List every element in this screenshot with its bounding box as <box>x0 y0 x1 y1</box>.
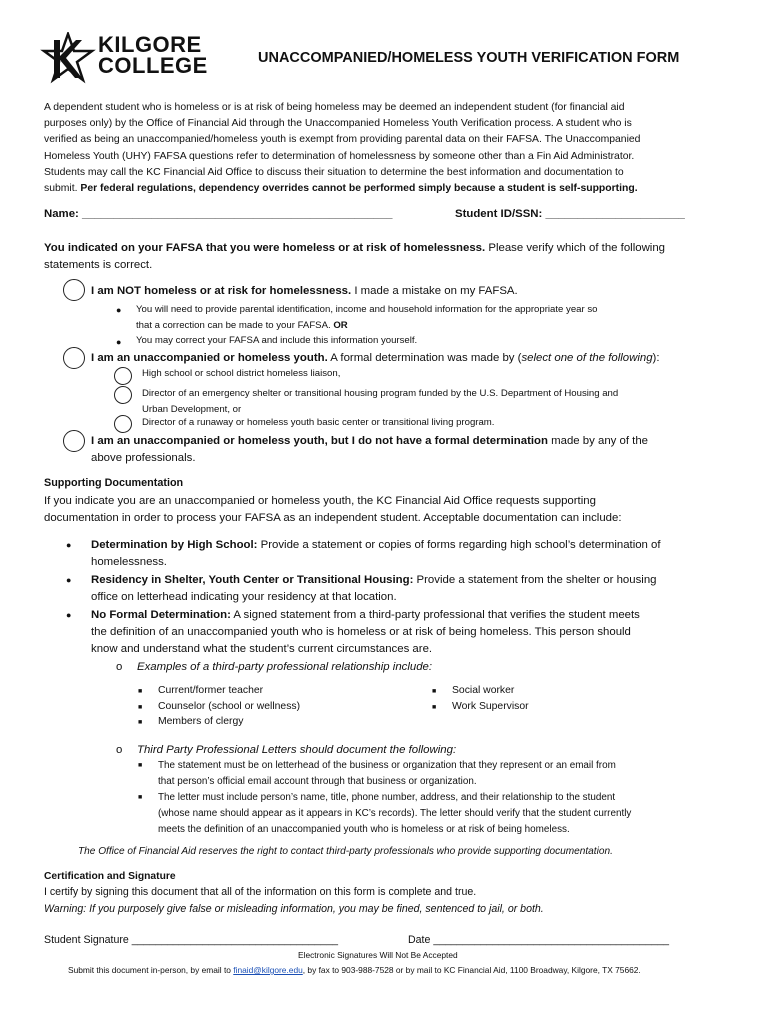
determination-liaison-radio[interactable] <box>114 367 132 385</box>
logo-line-1: KILGORE <box>98 32 202 57</box>
logo-line-2: COLLEGE <box>98 53 208 78</box>
square-bullet: ■ <box>138 719 143 726</box>
square-bullet: ■ <box>138 762 143 769</box>
intro-line: submit. Per federal regulations, dependency overrides cannot be performed simply because a student is self-supporting. <box>44 183 638 195</box>
name-blank[interactable]: _________________________________________________ <box>82 208 393 220</box>
sub-bullet-marker: o <box>116 744 123 756</box>
certification-warning: Warning: If you purposely give false or misleading information, you may be fined, sentenced to jail, or both. <box>44 903 544 915</box>
intro-line: Homeless Youth (UHY) FAFSA questions refer to determination of homelessness by someone other than a Fin Aid Administrator. <box>44 150 635 162</box>
intro-line: A dependent student who is homeless or is at risk of being homeless may be deemed an independent student (for financial aid <box>44 102 625 113</box>
supporting-intro: If you indicate you are an unaccompanied or homeless youth, the KC Financial Aid Office requests supporting documentation in order to process your FAFSA as an independent student. Acceptable documentation can include: <box>44 495 622 524</box>
letter-requirement-letterhead: The statement must be on letterhead of the business or organization that they represent or an email from that person’s official email account through that business or organization. <box>158 760 616 787</box>
bullet: ● <box>66 540 72 550</box>
date-blank[interactable]: ________________________________________ <box>433 934 670 946</box>
letters-heading: Third Party Professional Letters should document the following: <box>137 744 457 756</box>
intro-line: purposes only) by the Office of Financial Aid through the Unaccompanied Homeless Youth Verification process. A student who is <box>44 118 632 130</box>
option-homeless-determination-label: I am an unaccompanied or homeless youth. A formal determination was made by (select one of the following): <box>91 352 660 364</box>
doc-shelter-residency: Residency in Shelter, Youth Center or Transitional Housing: Provide a statement from the shelter or housing office on letterhead indicating your residency at that location. <box>91 574 657 603</box>
example-item: Work Supervisor <box>452 701 529 712</box>
determination-runaway-director-radio[interactable] <box>114 415 132 433</box>
sub-bullet-marker: o <box>116 661 123 673</box>
electronic-signature-notice: Electronic Signatures Will Not Be Accepted <box>298 950 458 960</box>
kilgore-college-logo <box>40 32 208 84</box>
option1-note-1: You will need to provide parental identification, income and household information for the appropriate year so that a correction can be made to your FAFSA. OR <box>136 304 598 331</box>
example-item: Counselor (school or wellness) <box>158 701 301 712</box>
determination-liaison-label: High school or school district homeless liaison, <box>142 368 341 379</box>
square-bullet: ■ <box>138 688 143 695</box>
doc-no-formal-determination: No Formal Determination: A signed statement from a third-party professional that verifies the student meets the definition of an unaccompanied youth who is homeless or at risk of being homeless. This person should know and understand what the student’s current circumstances are. <box>91 609 640 655</box>
form-title: UNACCOMPANIED/HOMELESS YOUTH VERIFICATION FORM <box>258 50 680 66</box>
certification-heading: Certification and Signature <box>44 871 176 882</box>
square-bullet: ■ <box>138 794 143 801</box>
examples-heading: Examples of a third-party professional relationship include: <box>137 661 433 673</box>
bullet: ● <box>116 337 122 347</box>
determination-shelter-director-label: Director of an emergency shelter or transitional housing program funded by the U.S. Department of Housing and Urban Development, or <box>142 388 619 415</box>
option1-note-2: You may correct your FAFSA and include this information yourself. <box>136 335 418 346</box>
fafsa-question: You indicated on your FAFSA that you were homeless or at risk of homelessness. Please verify which of the following statements is correct. <box>44 242 665 271</box>
signature-blank[interactable]: ___________________________________ <box>131 934 338 946</box>
determination-shelter-director-radio[interactable] <box>114 386 132 404</box>
student-id-label: Student ID/SSN: <box>455 208 543 220</box>
doc-high-school: Determination by High School: Provide a statement or copies of forms regarding high school’s determination of homelessness. <box>91 539 661 568</box>
option-not-homeless-radio[interactable] <box>63 279 85 301</box>
square-bullet: ■ <box>138 704 143 711</box>
name-field[interactable] <box>44 206 392 223</box>
logo-wordmark <box>98 34 208 76</box>
certification-statement: I certify by signing this document that all of the information on this form is complete and true. <box>44 886 477 898</box>
date-field[interactable] <box>408 934 669 946</box>
student-id-field[interactable] <box>455 206 685 223</box>
letter-requirement-details: The letter must include person’s name, title, phone number, address, and their relationship to the student (whose name should appear as it appears in KC’s records). The letter should verify that the student currently meets the definition of an unaccompanied youth who is homeless or at risk of being homeless. <box>158 792 632 835</box>
example-item: Members of clergy <box>158 716 244 727</box>
date-label: Date <box>408 934 431 946</box>
kc-star-emblem-icon <box>40 32 96 84</box>
name-label: Name: <box>44 208 79 220</box>
square-bullet: ■ <box>432 704 437 711</box>
student-id-blank[interactable]: ______________________ <box>545 208 685 220</box>
intro-line: Students may call the KC Financial Aid Office to discuss their situation to determine the best information and documentation to <box>44 166 624 178</box>
submission-instructions: Submit this document in-person, by email to finaid@kilgore.edu, by fax to 903-988-7528 or by mail to KC Financial Aid, 1100 Broadway, Kilgore, TX 75662. <box>68 965 641 975</box>
finaid-email-link[interactable]: finaid@kilgore.edu <box>233 965 303 975</box>
option-not-homeless-label: I am NOT homeless or at risk for homelessness. I made a mistake on my FAFSA. <box>91 285 518 297</box>
square-bullet: ■ <box>432 688 437 695</box>
bullet: ● <box>66 575 72 585</box>
signature-label: Student Signature <box>44 934 129 946</box>
determination-runaway-director-label: Director of a runaway or homeless youth basic center or transitional living program. <box>142 417 495 428</box>
example-item: Current/former teacher <box>158 685 264 696</box>
bullet: ● <box>116 305 122 315</box>
signature-field[interactable] <box>44 934 338 946</box>
intro-paragraph <box>44 100 734 197</box>
intro-line: verified as being an unaccompanied/homeless youth is exempt from providing parental data on their FAFSA. The Unaccompanied <box>44 134 641 146</box>
example-item: Social worker <box>452 685 515 696</box>
dependency-override-notice: Per federal regulations, dependency overrides cannot be performed simply because a student is self-supporting. <box>80 183 638 195</box>
reserve-right-notice: The Office of Financial Aid reserves the right to contact third-party professionals who provide supporting documentation. <box>78 846 613 857</box>
option-homeless-determination-radio[interactable] <box>63 347 85 369</box>
option-no-formal-determination-radio[interactable] <box>63 430 85 452</box>
supporting-heading: Supporting Documentation <box>44 477 184 489</box>
option-no-formal-determination-label: I am an unaccompanied or homeless youth, but I do not have a formal determination made by any of the above professionals. <box>91 435 649 464</box>
bullet: ● <box>66 610 72 620</box>
